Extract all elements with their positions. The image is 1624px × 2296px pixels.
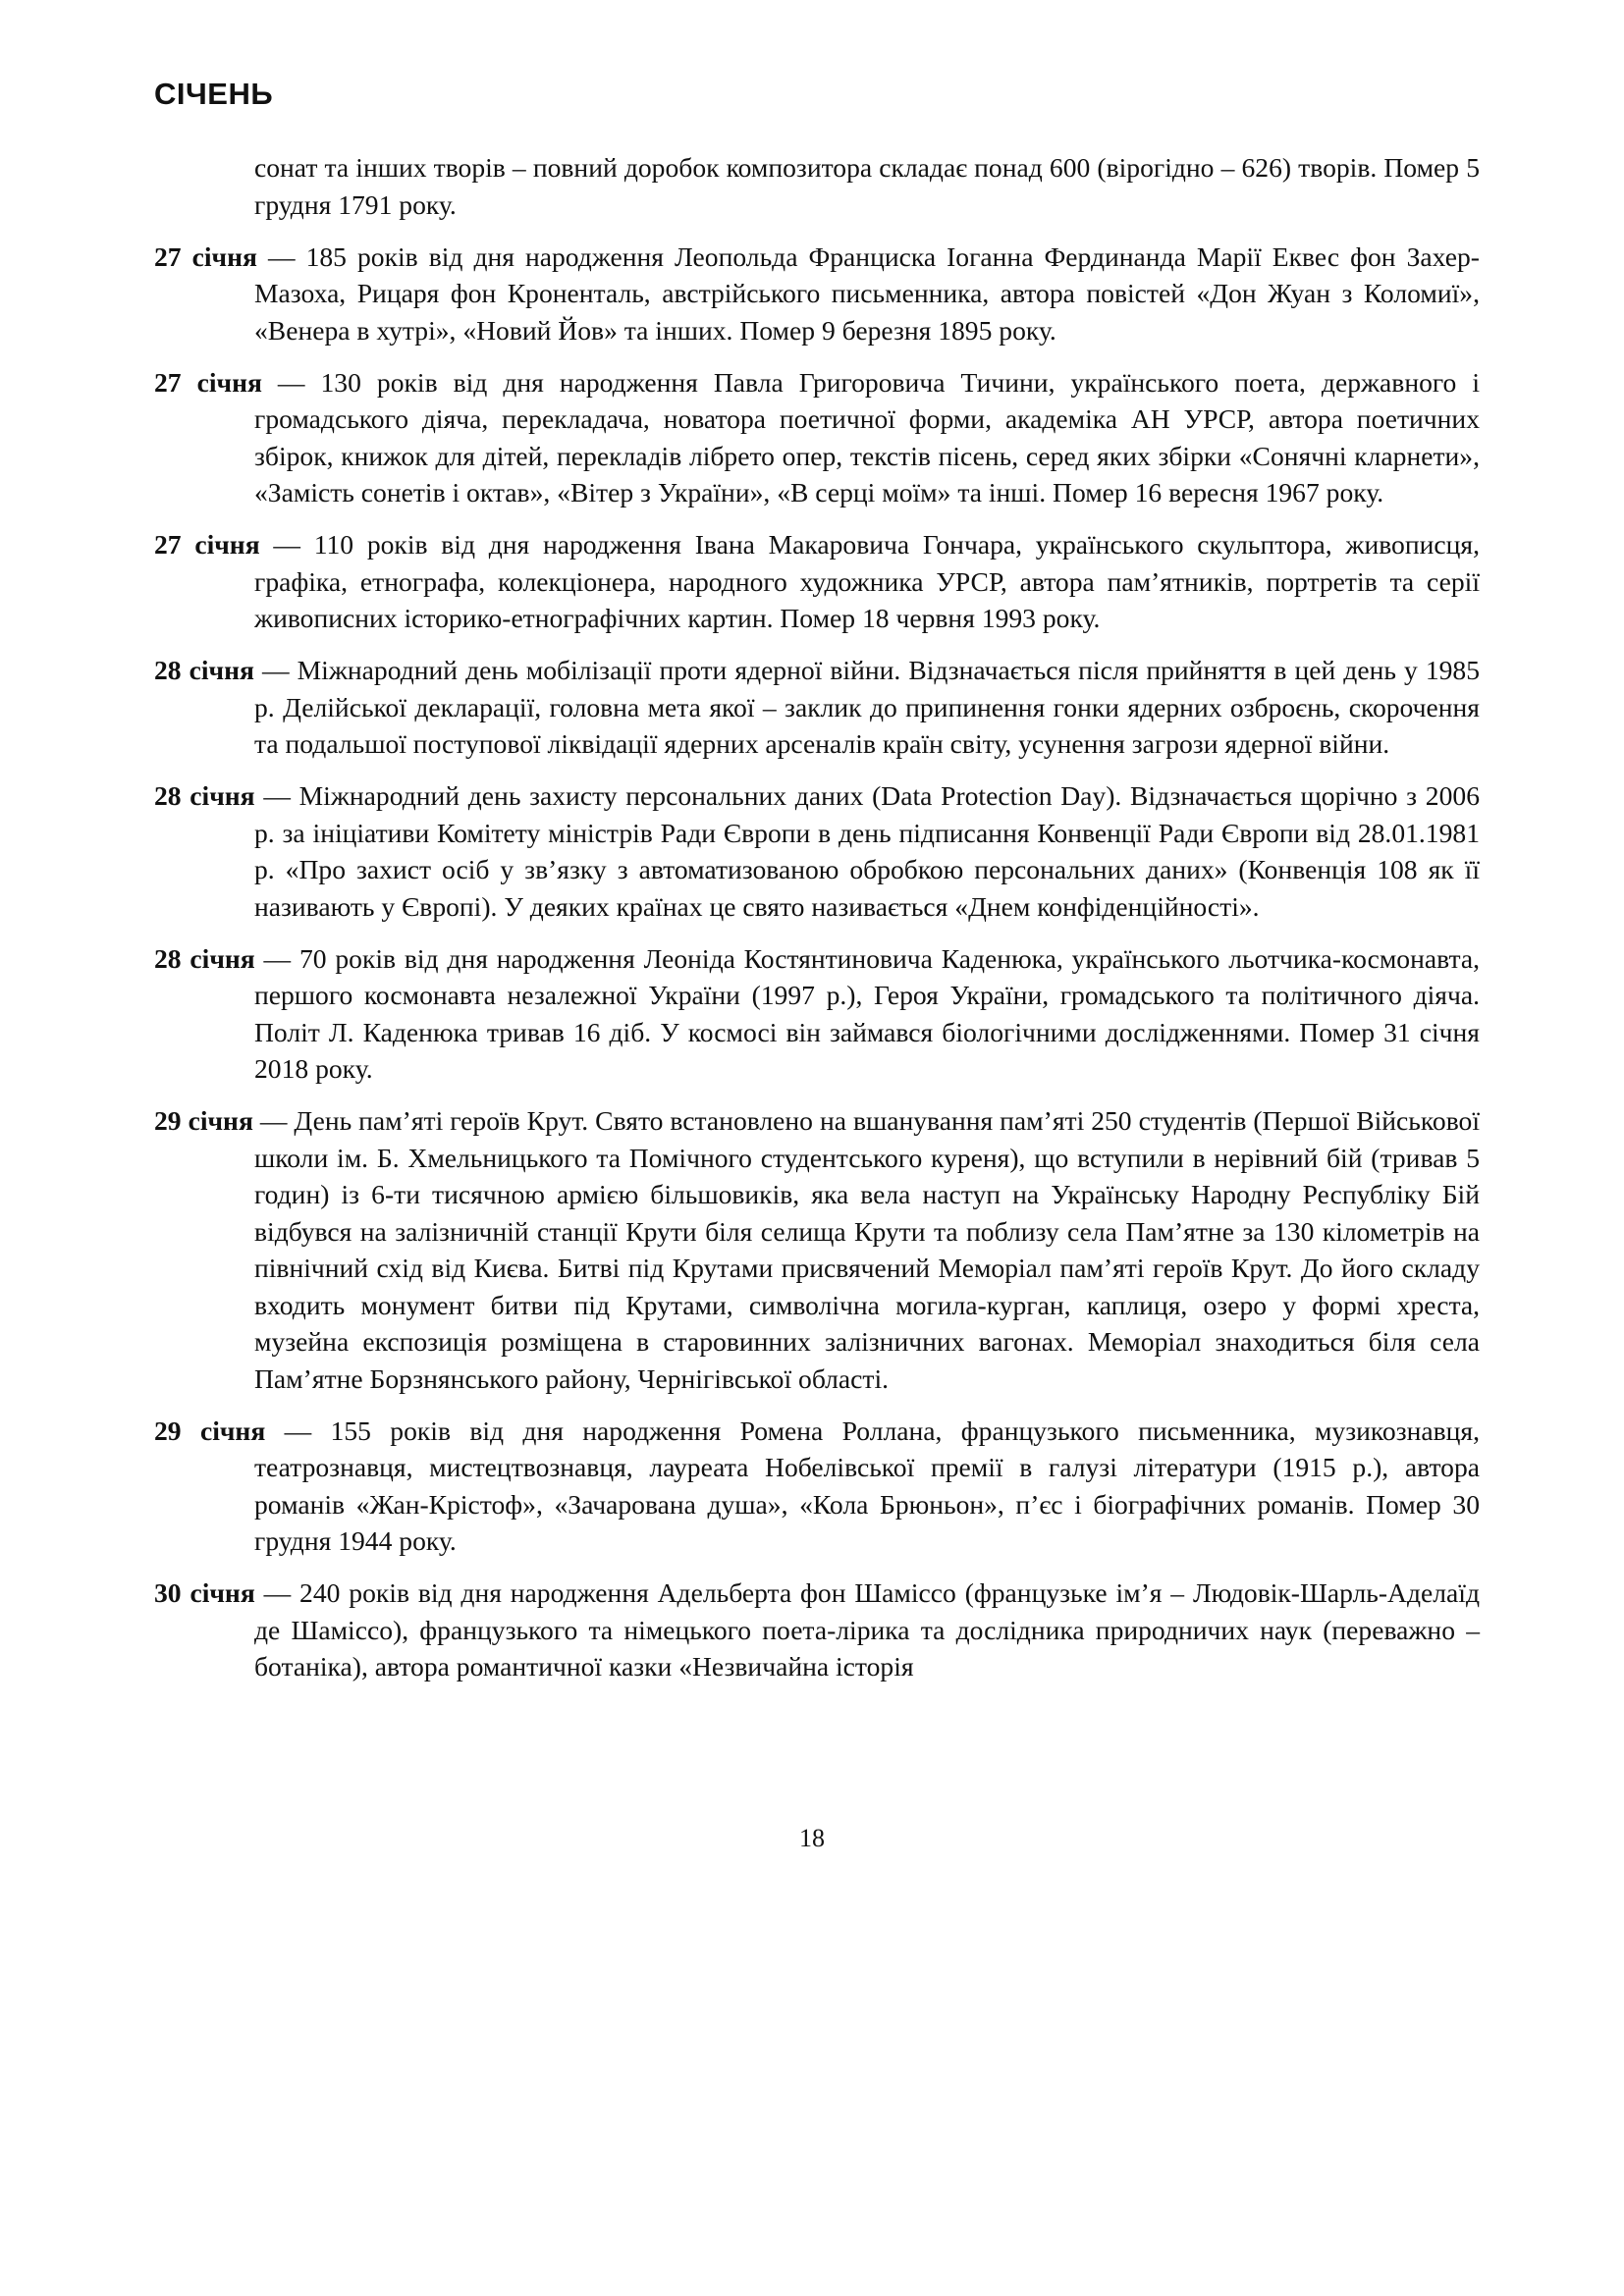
calendar-entry xyxy=(154,239,1480,349)
entry-date: 28 січня xyxy=(154,780,255,811)
entry-text: — 70 років від дня народження Леоніда Костянтиновича Каденюка, українського льотчика-космонавта, першого космонавта незалежної України (1997 р.), Героя України, громадського та політичного діяча. Політ Л. Каденюка тривав 16 діб. У космосі він займався біологічними дослідженнями. Помер 31 січня 2018 року. xyxy=(254,942,1480,1084)
entry-text: — 130 років від дня народження Павла Григоровича Тичини, українського поета, державного і громадського діяча, перекладача, новатора поетичної форми, академіка АН УРСР, автора поетичних збірок, книжок для дітей, перекладів лібрето опер, текстів пісень, серед яких збірки «Сонячні кларнети», «Замість сонетів і октав», «Вітер з України», «В серці моїм» та інші. Помер 16 вересня 1967 року. xyxy=(254,366,1480,507)
calendar-entries xyxy=(154,149,1480,1700)
calendar-entry xyxy=(154,364,1480,511)
calendar-entry xyxy=(154,652,1480,763)
entry-text: — День пам’яті героїв Крут. Свято встановлено на вшанування пам’яті 250 студентів (Першої Військової школи ім. Б. Хмельницького та Помічного студентського куреня), що вступили в нерівний бій (тривав 5 годин) із 6-ти тисячною армією більшовиків, яка вела наступ на Українську Народну Республіку Бій відбувся на залізничній станції Крути біля селища Крути та поблизу села Пам’ятне за 130 кілометрів на північний схід від Києва. Битві під Крутами присвячений Меморіал пам’яті героїв Крут. До його складу входить монумент битви під Крутами, символічна могила-курган, каплиця, озеро у формі хреста, музейна експозиція розміщена в старовинних залізничних вагонах. Меморіал знаходиться біля села Пам’ятне Борзнянського району, Чернігівської області. xyxy=(252,1105,1480,1394)
page-title: СІЧЕНЬ xyxy=(154,77,274,111)
continuation-paragraph: сонат та інших творів – повний доробок композитора складає понад 600 (вірогідно – 626) творів. Помер 5 грудня 1791 року. xyxy=(254,152,1480,220)
calendar-entry xyxy=(154,526,1480,637)
entry-date: 30 січня xyxy=(154,1577,255,1608)
entry-text: — 155 років від дня народження Ромена Роллана, французького письменника, музикознавця, театрознавця, мистецтвознавця, лауреата Нобелівської премії в галузі літератури (1915 р.), автора романів «Жан-Крістоф», «Зачарована душа», «Кола Брюньон», п’єс і біографічних романів. Помер 30 грудня 1944 року. xyxy=(254,1415,1480,1556)
entry-text: — Міжнародний день мобілізації проти ядерної війни. Відзначається після прийняття в цей день у 1985 р. Делійської декларації, головна мета якої – заклик до припинення гонки ядерних озброєнь, скорочення та подальшої поступової ліквідації ядерних арсеналів країн світу, усунення загрози ядерної війни. xyxy=(253,655,1481,759)
entry-text: — 185 років від дня народження Леопольда Франциска Іоганна Фердинанда Марії Еквес фон Захер-Мазоха, Рицаря фон Кроненталь, австрійського письменника, автора повістей «Дон Жуан з Коломиї», «Венера в хутрі», «Новий Йов» та інших. Помер 9 березня 1895 року. xyxy=(254,240,1480,346)
entry-text: — Міжнародний день захисту персональних даних (Data Protection Day). Відзначається щорічно з 2006 р. за ініціативи Комітету міністрів Ради Європи в день підписання Конвенції Ради Європи від 28.01.1981 р. «Про захист осіб у зв’язку з автоматизованою обробкою персональних даних» (Конвенція 108 як її називають у Європі). У деяких країнах це свято називається «Днем конфіденційності». xyxy=(254,780,1480,922)
entry-date: 28 січня xyxy=(154,655,254,685)
entry-date: 29 січня xyxy=(154,1415,266,1446)
calendar-entry xyxy=(154,940,1480,1088)
entry-date: 27 січня xyxy=(154,529,260,560)
calendar-entry xyxy=(154,1413,1480,1560)
calendar-entry xyxy=(154,1102,1480,1397)
entry-date: 27 січня xyxy=(154,366,262,398)
calendar-entry xyxy=(154,1575,1480,1685)
entry-date: 27 січня xyxy=(154,240,257,272)
calendar-entry xyxy=(154,777,1480,925)
entry-text: — 240 років від дня народження Адельберта фон Шаміссо (французьке ім’я – Людовік-Шарль-Аделаїд де Шаміссо), французького та німецького поета-лірика та дослідника природничих наук (переважно – ботаніка), автора романтичної казки «Незвичайна історія xyxy=(254,1577,1480,1682)
entry-date: 28 січня xyxy=(154,942,255,974)
entry-text: — 110 років від дня народження Івана Макаровича Гончара, українського скульптора, живописця, графіка, етнографа, колекціонера, народного художника УРСР, автора пам’ятників, портретів та серії живописних історико-етнографічних картин. Помер 18 червня 1993 року. xyxy=(254,529,1480,633)
entry-date: 29 січня xyxy=(154,1105,253,1136)
page-number: 18 xyxy=(799,1824,825,1852)
